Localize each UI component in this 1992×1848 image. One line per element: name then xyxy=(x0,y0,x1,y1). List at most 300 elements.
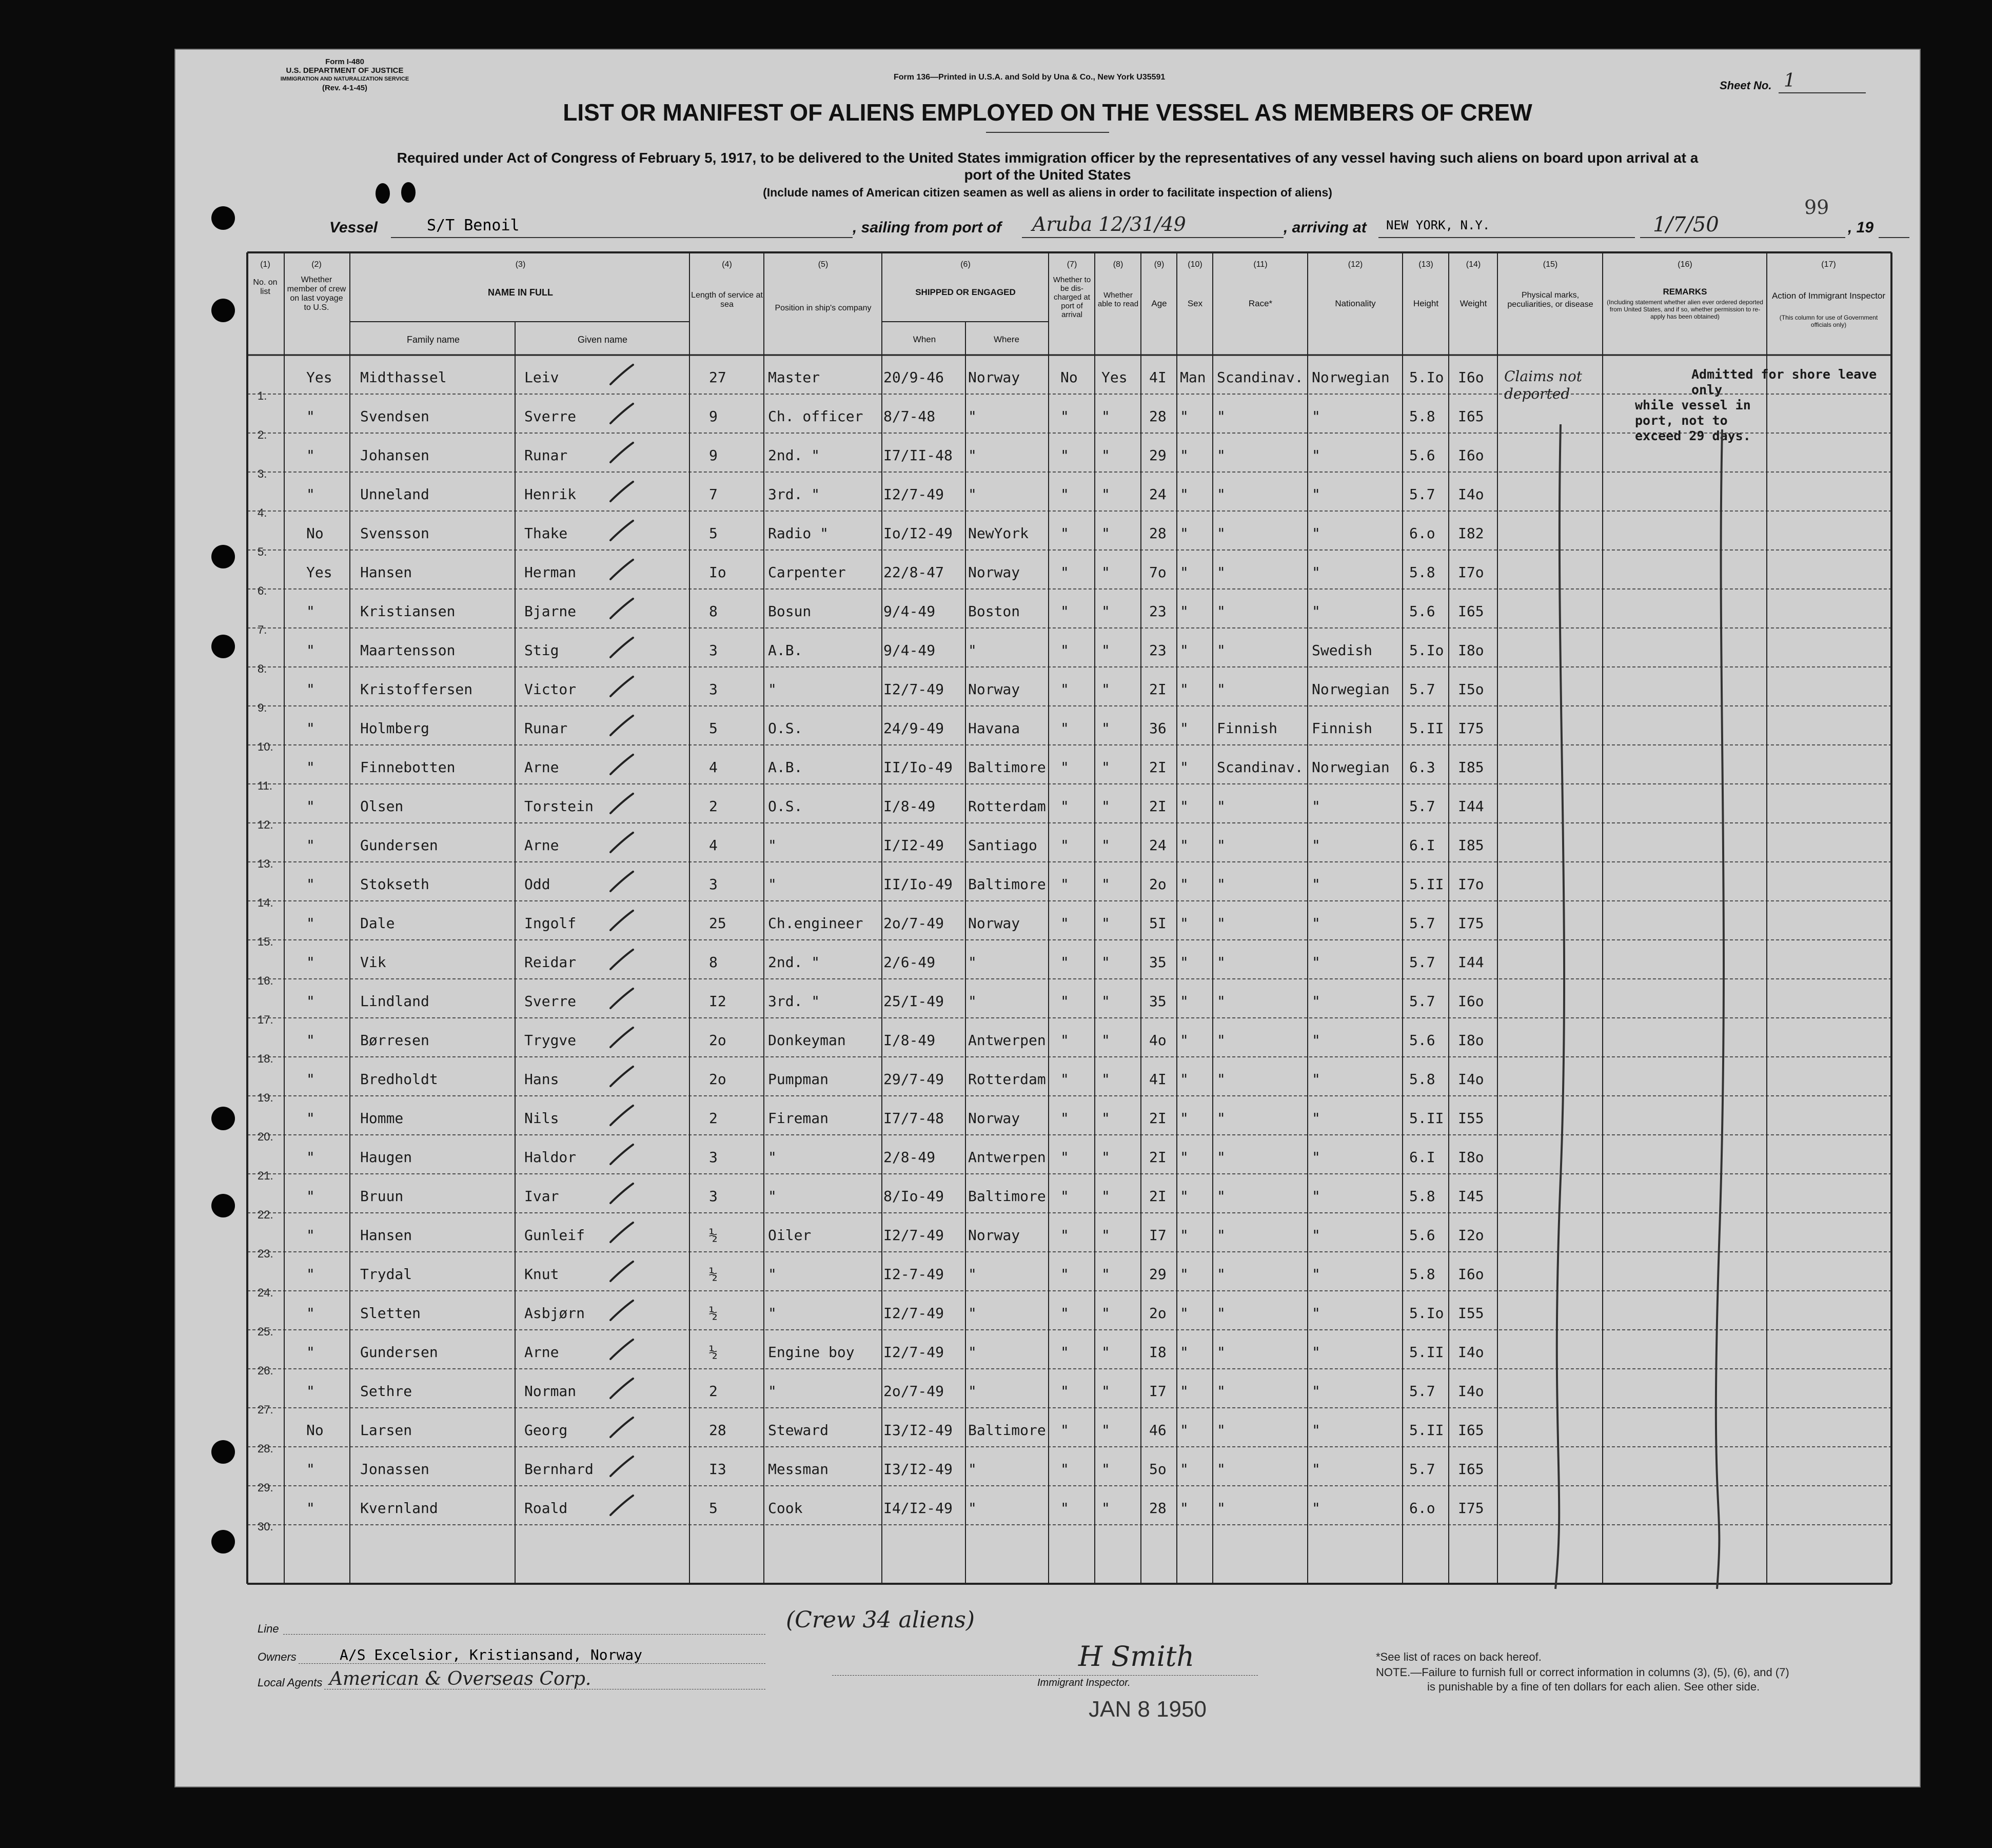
row-number: 3. xyxy=(258,467,267,480)
weight-cell: I4o xyxy=(1458,1344,1484,1361)
family-name-cell: Dale xyxy=(360,915,395,932)
family-name-cell: Vik xyxy=(360,954,386,971)
nationality-cell: " xyxy=(1312,1188,1320,1205)
binder-hole xyxy=(211,545,235,568)
service-length-cell: 8 xyxy=(709,603,718,620)
shipped-when-cell: I4/I2-49 xyxy=(883,1500,953,1517)
weight-cell: I2o xyxy=(1458,1227,1484,1244)
sex-cell: " xyxy=(1180,564,1189,581)
arriving-port: NEW YORK, N.Y. xyxy=(1386,218,1490,232)
shipped-when-cell: I2-7-49 xyxy=(883,1266,944,1283)
service-length-cell: 27 xyxy=(709,369,726,386)
age-cell: 2I xyxy=(1149,1188,1167,1205)
discharged-cell: " xyxy=(1060,1461,1069,1478)
sex-cell: " xyxy=(1180,642,1189,659)
given-name-cell: Roald xyxy=(524,1500,568,1517)
able-to-read-cell: " xyxy=(1101,1188,1110,1205)
family-name-cell: Bruun xyxy=(360,1188,404,1205)
stamp-date: JAN 8 1950 xyxy=(1089,1697,1207,1722)
able-to-read-cell: " xyxy=(1101,993,1110,1010)
height-cell: 5.II xyxy=(1409,1344,1444,1361)
shipped-when-cell: 2/6-49 xyxy=(883,954,936,971)
height-cell: 6.I xyxy=(1409,837,1435,854)
shipped-when-cell: Io/I2-49 xyxy=(883,525,953,542)
row-number: 25. xyxy=(258,1325,273,1338)
age-cell: 4I xyxy=(1149,1071,1167,1088)
row-number: 12. xyxy=(258,818,273,831)
family-name-cell: Kristiansen xyxy=(360,603,456,620)
nationality-cell: " xyxy=(1312,1305,1320,1322)
able-to-read-cell: " xyxy=(1101,1383,1110,1400)
given-name-cell: Arne xyxy=(524,1344,559,1361)
shipped-where-cell: " xyxy=(968,993,977,1010)
given-name-cell: Norman xyxy=(524,1383,577,1400)
age-cell: 5I xyxy=(1149,915,1167,932)
discharged-cell: " xyxy=(1060,525,1069,542)
sex-cell: " xyxy=(1180,1188,1189,1205)
form-id-line-2: U.S. DEPARTMENT OF JUSTICE xyxy=(286,66,404,75)
position-cell: 3rd. " xyxy=(768,993,820,1010)
row-number: 7. xyxy=(258,623,267,636)
binder-hole xyxy=(211,1107,235,1130)
col12-label: Nationality xyxy=(1335,299,1376,308)
race-cell: " xyxy=(1217,1500,1226,1517)
shipped-when-cell: II/Io-49 xyxy=(883,759,953,776)
age-cell: 2I xyxy=(1149,759,1167,776)
height-cell: 5.6 xyxy=(1409,447,1435,464)
race-cell: " xyxy=(1217,1032,1226,1049)
sex-cell: " xyxy=(1180,993,1189,1010)
shipped-where-cell: Norway xyxy=(968,681,1020,698)
col1-number: (1) xyxy=(260,260,270,269)
col15-label: Physical marks, peculiarities, or disease xyxy=(1507,291,1593,309)
col6-where-label: Where xyxy=(993,335,1020,344)
col16-label: REMARKS xyxy=(1663,287,1707,297)
shipped-where-cell: " xyxy=(968,486,977,503)
family-name-cell: Svensson xyxy=(360,525,429,542)
crew-last-voyage-cell: " xyxy=(306,1110,315,1127)
row-number: 1. xyxy=(258,389,267,402)
remark-line-2: while vessel in xyxy=(1635,398,1751,412)
subtitle-line-1: Required under Act of Congress of February 5, 1917, to be delivered to the United States immigration officer by the representatives of any vessel having such aliens on board upon arrival at a xyxy=(397,150,1699,166)
nationality-cell: " xyxy=(1312,1422,1320,1439)
height-cell: 5.7 xyxy=(1409,915,1435,932)
position-cell: Engine boy xyxy=(768,1344,855,1361)
shipped-when-cell: 2o/7-49 xyxy=(883,1383,944,1400)
sheet-number: 1 xyxy=(1784,70,1796,91)
shipped-when-cell: 24/9-49 xyxy=(883,720,944,737)
race-cell: " xyxy=(1217,681,1226,698)
given-name-cell: Odd xyxy=(524,876,550,893)
race-cell: " xyxy=(1217,1149,1226,1166)
footer-note-3: is punishable by a fine of ten dollars for each alien. See other side. xyxy=(1427,1680,1760,1693)
binder-hole xyxy=(211,1194,235,1217)
shipped-when-cell: I2/7-49 xyxy=(883,486,944,503)
service-length-cell: 9 xyxy=(709,408,718,425)
sex-cell: " xyxy=(1180,603,1189,620)
position-cell: " xyxy=(768,1188,777,1205)
race-cell: " xyxy=(1217,1227,1226,1244)
race-cell: Scandinav. xyxy=(1217,759,1304,776)
sex-cell: " xyxy=(1180,720,1189,737)
position-cell: 2nd. " xyxy=(768,954,820,971)
row-number: 15. xyxy=(258,935,273,948)
discharged-cell: " xyxy=(1060,1500,1069,1517)
able-to-read-cell: " xyxy=(1101,603,1110,620)
sex-cell: " xyxy=(1180,876,1189,893)
able-to-read-cell: " xyxy=(1101,1071,1110,1088)
binder-hole xyxy=(211,635,235,658)
discharged-cell: " xyxy=(1060,993,1069,1010)
race-cell: " xyxy=(1217,1266,1226,1283)
sex-cell: " xyxy=(1180,954,1189,971)
subtitle-line-3: (Include names of American citizen seamen as well as aliens in order to facilitate inspection of aliens) xyxy=(763,186,1332,199)
given-name-cell: Herman xyxy=(524,564,577,581)
crew-last-voyage-cell: No xyxy=(306,1422,324,1439)
crew-last-voyage-cell: " xyxy=(306,1071,315,1088)
able-to-read-cell: " xyxy=(1101,525,1110,542)
discharged-cell: No xyxy=(1060,369,1078,386)
position-cell: Carpenter xyxy=(768,564,846,581)
service-length-cell: I3 xyxy=(709,1461,726,1478)
weight-cell: I6o xyxy=(1458,1266,1484,1283)
age-cell: 24 xyxy=(1149,837,1167,854)
position-cell: Ch. officer xyxy=(768,408,863,425)
family-name-cell: Lindland xyxy=(360,993,429,1010)
sex-cell: " xyxy=(1180,681,1189,698)
service-length-cell: 4 xyxy=(709,759,718,776)
shipped-where-cell: " xyxy=(968,642,977,659)
age-cell: 35 xyxy=(1149,993,1167,1010)
shipped-where-cell: " xyxy=(968,408,977,425)
age-cell: 46 xyxy=(1149,1422,1167,1439)
given-name-cell: Sverre xyxy=(524,408,577,425)
owners-label: Owners xyxy=(258,1650,297,1663)
discharged-cell: " xyxy=(1060,1305,1069,1322)
col4-label: Length of service at sea xyxy=(691,291,763,309)
nationality-cell: Finnish xyxy=(1312,720,1373,737)
shipped-where-cell: Boston xyxy=(968,603,1020,620)
given-name-cell: Runar xyxy=(524,720,568,737)
service-length-cell: ½ xyxy=(709,1266,718,1283)
sex-cell: " xyxy=(1180,1344,1189,1361)
row-number: 2. xyxy=(258,428,267,441)
shipped-when-cell: 25/I-49 xyxy=(883,993,944,1010)
footer-note-1: *See list of races on back hereof. xyxy=(1376,1650,1542,1663)
position-cell: Master xyxy=(768,369,820,386)
shipped-where-cell: Baltimore xyxy=(968,876,1046,893)
inspector-label: Immigrant Inspector. xyxy=(1037,1677,1131,1688)
shipped-when-cell: I2/7-49 xyxy=(883,1344,944,1361)
agents-value: American & Overseas Corp. xyxy=(329,1668,591,1689)
sex-cell: " xyxy=(1180,486,1189,503)
col2-label: Whether member of crew on last voyage to U.S. xyxy=(287,276,346,312)
service-length-cell: 3 xyxy=(709,1149,718,1166)
height-cell: 5.II xyxy=(1409,1422,1444,1439)
discharged-cell: " xyxy=(1060,837,1069,854)
crew-last-voyage-cell: " xyxy=(306,1383,315,1400)
row-number: 4. xyxy=(258,506,267,519)
service-length-cell: 5 xyxy=(709,1500,718,1517)
given-name-cell: Runar xyxy=(524,447,568,464)
position-cell: Cook xyxy=(768,1500,803,1517)
shipped-where-cell: Baltimore xyxy=(968,759,1046,776)
age-cell: 28 xyxy=(1149,1500,1167,1517)
age-cell: 2o xyxy=(1149,876,1167,893)
col3-label: NAME IN FULL xyxy=(488,287,553,298)
crew-last-voyage-cell: " xyxy=(306,681,315,698)
subtitle-line-2: port of the United States xyxy=(964,167,1131,183)
crew-last-voyage-cell: " xyxy=(306,876,315,893)
position-cell: " xyxy=(768,1383,777,1400)
age-cell: I8 xyxy=(1149,1344,1167,1361)
col17-sub: (This column for use of Government officials only) xyxy=(1779,314,1878,328)
discharged-cell: " xyxy=(1060,1227,1069,1244)
position-cell: Messman xyxy=(768,1461,829,1478)
col5-label: Position in ship's company xyxy=(775,304,872,312)
row-number: 14. xyxy=(258,896,273,909)
crew-last-voyage-cell: " xyxy=(306,1227,315,1244)
position-cell: O.S. xyxy=(768,798,803,815)
nationality-cell: " xyxy=(1312,1461,1320,1478)
sex-cell: Man xyxy=(1180,369,1206,386)
col3-number: (3) xyxy=(515,260,526,269)
able-to-read-cell: " xyxy=(1101,876,1110,893)
shipped-where-cell: Norway xyxy=(968,915,1020,932)
race-cell: " xyxy=(1217,408,1226,425)
weight-cell: I55 xyxy=(1458,1305,1484,1322)
race-cell: " xyxy=(1217,642,1226,659)
sex-cell: " xyxy=(1180,1500,1189,1517)
weight-cell: I8o xyxy=(1458,1149,1484,1166)
able-to-read-cell: " xyxy=(1101,564,1110,581)
service-length-cell: 2 xyxy=(709,1110,718,1127)
family-name-cell: Maartensson xyxy=(360,642,456,659)
row-number: 27. xyxy=(258,1403,273,1416)
age-cell: 2I xyxy=(1149,681,1167,698)
race-cell: " xyxy=(1217,993,1226,1010)
row-number: 21. xyxy=(258,1169,273,1182)
service-length-cell: 2 xyxy=(709,1383,718,1400)
weight-cell: I6o xyxy=(1458,447,1484,464)
crew-last-voyage-cell: " xyxy=(306,720,315,737)
discharged-cell: " xyxy=(1060,759,1069,776)
weight-cell: I44 xyxy=(1458,798,1484,815)
nationality-cell: " xyxy=(1312,1383,1320,1400)
race-cell: " xyxy=(1217,1422,1226,1439)
weight-cell: I4o xyxy=(1458,1383,1484,1400)
nationality-cell: " xyxy=(1312,837,1320,854)
sex-cell: " xyxy=(1180,1149,1189,1166)
crew-last-voyage-cell: " xyxy=(306,954,315,971)
height-cell: 5.Io xyxy=(1409,369,1444,386)
shipped-when-cell: I2/7-49 xyxy=(883,1305,944,1322)
service-length-cell: ½ xyxy=(709,1305,718,1322)
age-cell: 23 xyxy=(1149,603,1167,620)
shipped-where-cell: " xyxy=(968,954,977,971)
height-cell: 5.6 xyxy=(1409,603,1435,620)
discharged-cell: " xyxy=(1060,876,1069,893)
shipped-when-cell: 9/4-49 xyxy=(883,642,936,659)
given-name-cell: Leiv xyxy=(524,369,559,386)
crew-last-voyage-cell: Yes xyxy=(306,564,332,581)
age-cell: 2I xyxy=(1149,1149,1167,1166)
shipped-when-cell: 8/Io-49 xyxy=(883,1188,944,1205)
given-name-cell: Sverre xyxy=(524,993,577,1010)
crew-last-voyage-cell: " xyxy=(306,837,315,854)
height-cell: 5.II xyxy=(1409,720,1444,737)
discharged-cell: " xyxy=(1060,1422,1069,1439)
shipped-when-cell: I3/I2-49 xyxy=(883,1422,953,1439)
col12-number: (12) xyxy=(1348,260,1363,269)
service-length-cell: 3 xyxy=(709,642,718,659)
shipped-when-cell: 2/8-49 xyxy=(883,1149,936,1166)
col10-number: (10) xyxy=(1188,260,1202,269)
row-number: 16. xyxy=(258,974,273,987)
family-name-cell: Olsen xyxy=(360,798,404,815)
weight-cell: I75 xyxy=(1458,1500,1484,1517)
given-name-cell: Trygve xyxy=(524,1032,577,1049)
given-name-cell: Nils xyxy=(524,1110,559,1127)
weight-cell: I85 xyxy=(1458,759,1484,776)
weight-cell: I55 xyxy=(1458,1110,1484,1127)
age-cell: I7 xyxy=(1149,1227,1167,1244)
shipped-where-cell: " xyxy=(968,1266,977,1283)
remark-line-3: port, not to xyxy=(1635,413,1728,428)
able-to-read-cell: " xyxy=(1101,447,1110,464)
discharged-cell: " xyxy=(1060,1149,1069,1166)
weight-cell: I7o xyxy=(1458,564,1484,581)
crew-last-voyage-cell: " xyxy=(306,447,315,464)
service-length-cell: 2 xyxy=(709,798,718,815)
discharged-cell: " xyxy=(1060,798,1069,815)
race-cell: " xyxy=(1217,837,1226,854)
position-cell: A.B. xyxy=(768,642,803,659)
race-cell: " xyxy=(1217,564,1226,581)
discharged-cell: " xyxy=(1060,720,1069,737)
sex-cell: " xyxy=(1180,1305,1189,1322)
family-name-cell: Sletten xyxy=(360,1305,421,1322)
nationality-cell: Norwegian xyxy=(1312,759,1390,776)
form-id-line-3: IMMIGRATION AND NATURALIZATION SERVICE xyxy=(280,76,409,82)
race-cell: " xyxy=(1217,798,1226,815)
discharged-cell: " xyxy=(1060,603,1069,620)
shipped-where-cell: " xyxy=(968,447,977,464)
sex-cell: " xyxy=(1180,1227,1189,1244)
weight-cell: I6o xyxy=(1458,369,1484,386)
sailing-port: Aruba 12/31/49 xyxy=(1032,213,1186,235)
col10-label: Sex xyxy=(1187,299,1203,308)
able-to-read-cell: " xyxy=(1101,759,1110,776)
race-cell: " xyxy=(1217,1344,1226,1361)
shipped-where-cell: Santiago xyxy=(968,837,1037,854)
discharged-cell: " xyxy=(1060,954,1069,971)
service-length-cell: 9 xyxy=(709,447,718,464)
service-length-cell: ½ xyxy=(709,1227,718,1244)
race-cell: " xyxy=(1217,1305,1226,1322)
position-cell: Oiler xyxy=(768,1227,812,1244)
shipped-where-cell: Baltimore xyxy=(968,1422,1046,1439)
service-length-cell: 28 xyxy=(709,1422,726,1439)
col8-label: Whether able to read xyxy=(1097,291,1139,308)
age-cell: 23 xyxy=(1149,642,1167,659)
able-to-read-cell: " xyxy=(1101,681,1110,698)
weight-cell: I6o xyxy=(1458,993,1484,1010)
weight-cell: I44 xyxy=(1458,954,1484,971)
service-length-cell: 2o xyxy=(709,1032,726,1049)
age-cell: 29 xyxy=(1149,1266,1167,1283)
family-name-cell: Hansen xyxy=(360,1227,412,1244)
vessel-name: S/T Benoil xyxy=(427,217,520,234)
discharged-cell: " xyxy=(1060,1266,1069,1283)
footer-note-2: NOTE.—Failure to furnish full or correct information in columns (3), (5), (6), and (7) xyxy=(1376,1666,1789,1679)
col13-label: Height xyxy=(1413,299,1439,308)
race-cell: " xyxy=(1217,603,1226,620)
position-cell: " xyxy=(768,876,777,893)
sex-cell: " xyxy=(1180,447,1189,464)
service-length-cell: 3 xyxy=(709,876,718,893)
race-cell: " xyxy=(1217,1071,1226,1088)
crew-last-voyage-cell: Yes xyxy=(306,369,332,386)
weight-cell: I8o xyxy=(1458,1032,1484,1049)
nationality-cell: " xyxy=(1312,1500,1320,1517)
shipped-when-cell: I/I2-49 xyxy=(883,837,944,854)
discharged-cell: " xyxy=(1060,408,1069,425)
position-cell: 3rd. " xyxy=(768,486,820,503)
given-name-cell: Ivar xyxy=(524,1188,559,1205)
able-to-read-cell: " xyxy=(1101,1149,1110,1166)
nationality-cell: " xyxy=(1312,954,1320,971)
given-name-cell: Reidar xyxy=(524,954,577,971)
height-cell: 5.8 xyxy=(1409,564,1435,581)
sailing-label: , sailing from port of xyxy=(853,219,1001,236)
crew-last-voyage-cell: " xyxy=(306,1188,315,1205)
row-number: 11. xyxy=(258,779,272,792)
family-name-cell: Jonassen xyxy=(360,1461,429,1478)
shipped-when-cell: I7/7-48 xyxy=(883,1110,944,1127)
crew-last-voyage-cell: " xyxy=(306,1305,315,1322)
given-name-cell: Arne xyxy=(524,759,559,776)
given-name-cell: Torstein xyxy=(524,798,594,815)
race-cell: " xyxy=(1217,1188,1226,1205)
height-cell: 5.7 xyxy=(1409,798,1435,815)
crew-last-voyage-cell: " xyxy=(306,486,315,503)
col2-number: (2) xyxy=(311,260,322,269)
height-cell: 5.7 xyxy=(1409,486,1435,503)
age-cell: 2I xyxy=(1149,1110,1167,1127)
crew-last-voyage-cell: " xyxy=(306,408,315,425)
col14-number: (14) xyxy=(1466,260,1481,269)
discharged-cell: " xyxy=(1060,486,1069,503)
ditto-lines xyxy=(175,50,1920,1786)
age-cell: 35 xyxy=(1149,954,1167,971)
line-label: Line xyxy=(258,1622,279,1635)
height-cell: 5.6 xyxy=(1409,1032,1435,1049)
position-cell: " xyxy=(768,681,777,698)
shipped-where-cell: " xyxy=(968,1305,977,1322)
race-cell: Finnish xyxy=(1217,720,1278,737)
family-name-cell: Kvernland xyxy=(360,1500,438,1517)
age-cell: 2I xyxy=(1149,798,1167,815)
family-name-cell: Larsen xyxy=(360,1422,412,1439)
given-name-cell: Henrik xyxy=(524,486,577,503)
weight-cell: I5o xyxy=(1458,681,1484,698)
given-name-cell: Thake xyxy=(524,525,568,542)
row-number: 24. xyxy=(258,1286,273,1299)
row-number: 8. xyxy=(258,662,267,675)
discharged-cell: " xyxy=(1060,1188,1069,1205)
sex-cell: " xyxy=(1180,837,1189,854)
